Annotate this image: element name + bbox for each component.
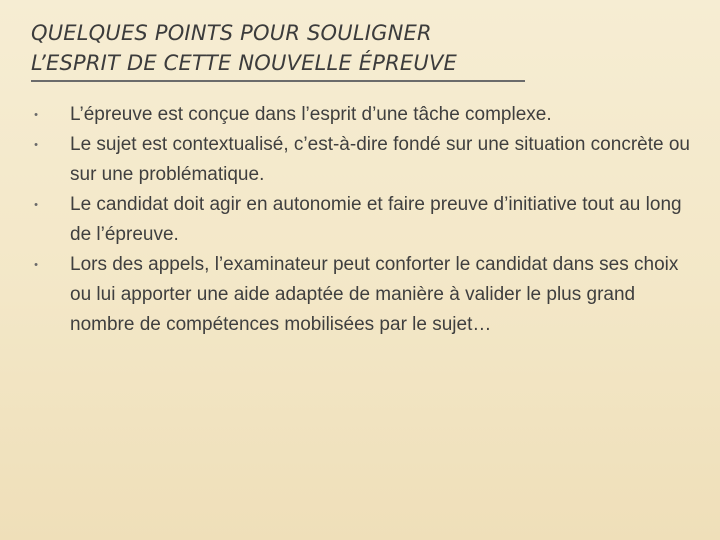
bullet-dot-icon: • [34, 199, 38, 211]
bullet-item-2 [34, 130, 700, 190]
bullet-item-4 [34, 250, 700, 340]
bullet-item-1 [34, 100, 700, 130]
bullet-item-3 [34, 190, 700, 250]
bullet-dot-icon: • [34, 259, 38, 271]
bullet-dot-icon: • [34, 139, 38, 151]
bullet-dot-icon: • [34, 109, 38, 121]
bullet-text-1: L’épreuve est conçue dans l’esprit d’une tâche complexe. [70, 104, 552, 125]
slide-title [31, 18, 671, 78]
bullet-list [34, 100, 700, 340]
slide-title-line-2: L’ESPRIT DE CETTE NOUVELLE ÉPREUVE [31, 51, 457, 75]
bullet-text-3: Le candidat doit agir en autonomie et faire preuve d’initiative tout au long de l’épreuve. [70, 194, 682, 245]
bullet-text-2: Le sujet est contextualisé, c’est-à-dire fondé sur une situation concrète ou sur une problématique. [70, 134, 690, 185]
bullet-text-4: Lors des appels, l’examinateur peut conforter le candidat dans ses choix ou lui apporter une aide adaptée de manière à valider le plus grand nombre de compétences mobilisées par le sujet… [70, 254, 679, 335]
title-underline [31, 80, 525, 82]
slide-title-line-1: QUELQUES POINTS POUR SOULIGNER [31, 21, 432, 45]
